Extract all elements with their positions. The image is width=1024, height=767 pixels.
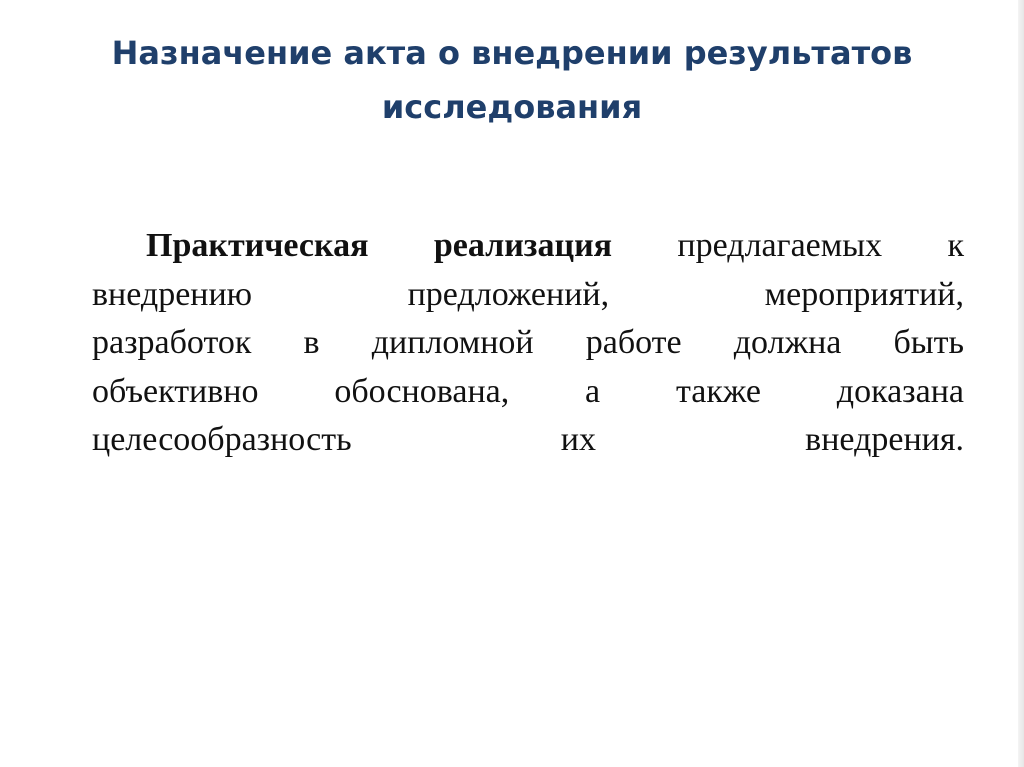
slide-title [60,26,964,134]
title-line-1: Назначение акта о внедрении результатов [111,34,913,72]
paragraph-line-1 [92,222,964,271]
paragraph-line-5: целесообразность их внедрения. [92,421,964,458]
title-line-2: исследования [381,88,643,126]
body-paragraph [92,222,964,465]
paragraph-line-3: разработок в дипломной работе должна быть [92,324,964,361]
paragraph-line-4: объективно обоснована, а также доказана [92,372,964,410]
paragraph-line-2: внедрению предложений, мероприятий, [92,275,964,313]
bold-lead-text: Практическая реализация [146,227,613,264]
line-1-rest: предлагаемых к [612,227,965,264]
